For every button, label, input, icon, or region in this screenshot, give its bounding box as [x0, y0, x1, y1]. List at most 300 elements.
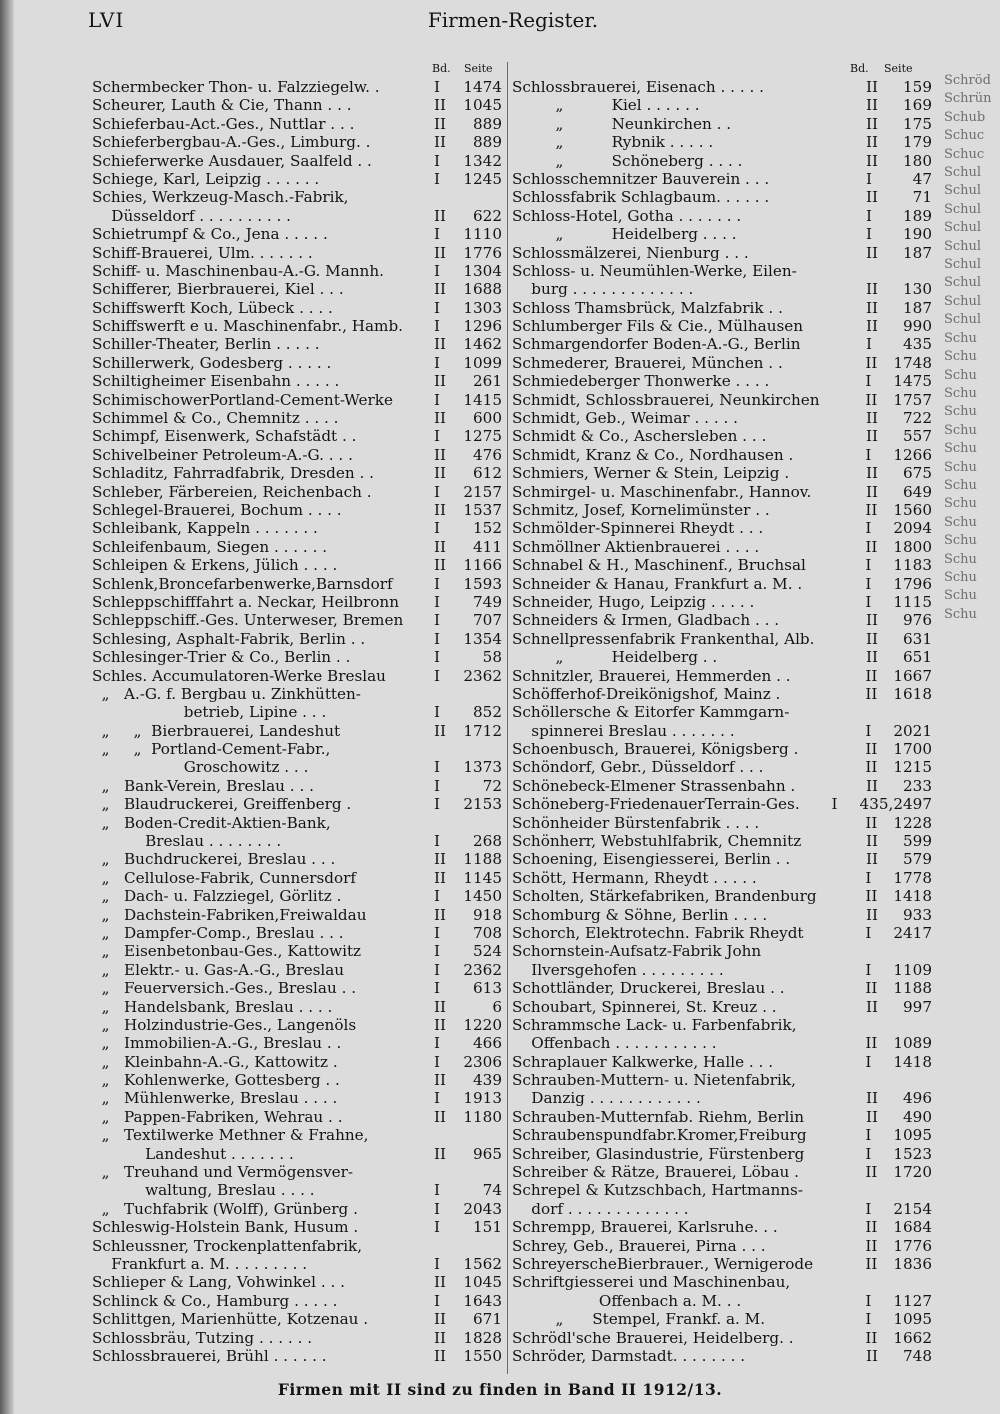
entry-page: 990 [903, 317, 932, 336]
entry-page: 1045 [463, 96, 502, 115]
entry-page: 1099 [463, 353, 502, 372]
index-entry [92, 170, 502, 188]
entry-volume: II [866, 905, 878, 924]
entry-name: „ Heidelberg . . [512, 648, 718, 667]
entry-volume: II [865, 1218, 878, 1237]
index-entry [92, 979, 502, 997]
entry-name: Schneider, Hugo, Leipzig . . . . . [512, 592, 755, 611]
index-entry [92, 906, 502, 924]
entry-volume: II [865, 353, 878, 372]
entry-name: dorf . . . . . . . . . . . . . [512, 1199, 689, 1218]
entry-name: Schreiber, Glasindustrie, Fürstenberg [512, 1144, 805, 1163]
entry-page: 1836 [893, 1255, 932, 1273]
entry-page [894, 703, 932, 721]
entry-volume [432, 740, 462, 758]
index-entry [92, 538, 502, 556]
entry-volume [432, 814, 462, 832]
entry-page: 649 [903, 482, 932, 501]
entry-page: 1800 [893, 537, 932, 556]
entry-volume: II [434, 243, 446, 262]
index-entry [92, 152, 502, 170]
entry-name: Schneider & Hanau, Frankfurt a. M. . [512, 574, 803, 593]
entry-volume: I [865, 574, 872, 593]
entry-volume: II [434, 1273, 446, 1292]
entry-page: 1415 [463, 390, 502, 409]
index-entry [92, 556, 502, 574]
entry-page: 613 [473, 979, 502, 998]
entry-page: 1796 [893, 574, 932, 593]
entry-page: 2362 [463, 666, 502, 685]
entry-name: Schiege, Karl, Leipzig . . . . . . [92, 169, 320, 188]
entry-name: Schieferbergbau-A.-Ges., Limburg. . [92, 133, 371, 152]
entry-volume: I [434, 317, 440, 336]
entry-name: Schrödl'sche Brauerei, Heidelberg. . [512, 1328, 794, 1347]
entry-page [894, 1181, 932, 1199]
entry-name: Scholten, Stärkefabriken, Brandenburg [512, 887, 817, 906]
index-entry [92, 115, 502, 133]
entry-volume: II [865, 758, 878, 777]
entry-name: Schlenk,Broncefarbenwerke,Barnsdorf [92, 574, 393, 593]
index-entry [92, 814, 502, 832]
entry-page: 1228 [893, 813, 932, 832]
entry-name: „ Kohlenwerke, Gottesberg . . [92, 1071, 340, 1090]
entry-page: 1115 [893, 592, 932, 611]
index-entry [512, 409, 932, 427]
entry-volume: II [434, 96, 446, 115]
entry-page: 1188 [893, 979, 932, 998]
entry-name: Schiff- u. Maschinenbau-A.-G. Mannh. [92, 261, 384, 280]
index-entry [92, 391, 502, 409]
index-entry [92, 722, 502, 740]
index-entry [512, 244, 932, 262]
entry-page: 889 [473, 114, 502, 133]
index-entry [512, 942, 932, 960]
entry-page [894, 1071, 932, 1089]
entry-volume: II [866, 298, 878, 317]
entry-name: Schivelbeiner Petroleum-A.-G. . . . [92, 445, 353, 464]
index-entry [512, 630, 932, 648]
entry-volume: I [434, 353, 440, 372]
entry-page: 2417 [893, 923, 932, 942]
entry-page [462, 685, 502, 703]
entry-page: 1304 [463, 261, 502, 280]
index-entry [92, 409, 502, 427]
index-entry [512, 1329, 932, 1347]
entry-volume: I [434, 390, 440, 409]
entry-volume: II [866, 114, 878, 133]
entry-name: Schmölder-Spinnerei Rheydt . . . [512, 519, 764, 538]
right-entry-list [512, 78, 932, 1365]
entry-name: Schönebeck-Elmener Strassenbahn . [512, 776, 796, 795]
index-entry [512, 832, 932, 850]
index-entry [512, 850, 932, 868]
entry-name: Schöllersche & Eitorfer Kammgarn- [512, 703, 790, 722]
entry-page: 74 [482, 1181, 502, 1200]
entry-volume: I [434, 832, 440, 851]
entry-volume: II [865, 887, 878, 906]
entry-volume: II [865, 1236, 878, 1255]
entry-name: Schriftgiesserei und Maschinenbau, [512, 1273, 791, 1292]
entry-volume: I [865, 923, 872, 942]
index-entry [512, 133, 932, 151]
index-entry [92, 207, 502, 225]
entry-page: 707 [473, 611, 502, 630]
entry-name: Schmargendorfer Boden-A.-G., Berlin [512, 335, 801, 354]
entry-name: Schiffswerft Koch, Lübeck . . . . [92, 298, 333, 317]
entry-page: 557 [903, 427, 932, 446]
index-entry [92, 685, 502, 703]
entry-name: Schönheider Bürstenfabrik . . . . [512, 813, 760, 832]
entry-name: Schrepel & Kutzschbach, Hartmanns- [512, 1181, 803, 1200]
entry-volume: II [865, 537, 878, 556]
index-entry [92, 372, 502, 390]
entry-volume: II [865, 666, 878, 685]
index-entry [92, 1108, 502, 1126]
index-entry [512, 1310, 932, 1328]
index-entry [92, 758, 502, 776]
index-entry [92, 1126, 502, 1144]
entry-volume: II [866, 317, 878, 336]
entry-page: 1474 [463, 78, 502, 96]
entry-page: 152 [473, 519, 502, 538]
page-header-label: Seite [464, 62, 493, 75]
entry-volume: I [434, 1034, 440, 1053]
entry-page: 1296 [463, 317, 502, 336]
index-entry [92, 1089, 502, 1107]
index-entry [92, 354, 502, 372]
index-entry [512, 1071, 932, 1089]
entry-page: 151 [473, 1218, 502, 1237]
entry-volume: II [434, 372, 446, 391]
entry-page: 1462 [463, 335, 502, 354]
binding-edge-shadow [0, 0, 14, 1414]
entry-name: Schrammsche Lack- u. Farbenfabrik, [512, 1015, 797, 1034]
index-entry [92, 225, 502, 243]
entry-name: Schnitzler, Brauerei, Hemmerden . . [512, 666, 791, 685]
index-entry [512, 317, 932, 335]
index-entry [92, 133, 502, 151]
entry-name: Schleipen & Erkens, Jülich . . . . [92, 556, 338, 575]
index-entry [92, 869, 502, 887]
index-entry [512, 556, 932, 574]
index-entry [512, 814, 932, 832]
index-entry [92, 188, 502, 206]
entry-page: 268 [473, 832, 502, 851]
entry-volume: I [434, 1218, 440, 1237]
index-entry [92, 483, 502, 501]
entry-name: Schrey, Geb., Brauerei, Pirna . . . [512, 1236, 766, 1255]
entry-page: 671 [473, 1310, 502, 1329]
entry-name: SchreyerscheBierbrauer., Wernigerode [512, 1255, 814, 1273]
entry-volume: I [434, 261, 440, 280]
entry-page: 965 [473, 1144, 502, 1163]
entry-name: Düsseldorf . . . . . . . . . . [92, 206, 292, 225]
index-entry [92, 1237, 502, 1255]
index-entry [512, 501, 932, 519]
entry-volume: II [866, 776, 878, 795]
index-entry [512, 1292, 932, 1310]
entry-name: Schieferwerke Ausdauer, Saalfeld . . [92, 151, 372, 170]
entry-page: 1220 [463, 1015, 502, 1034]
entry-volume: II [865, 1034, 878, 1053]
entry-volume: I [865, 1126, 872, 1145]
entry-name: Schoening, Eisengiesserei, Berlin . . [512, 850, 791, 869]
entry-page: 1562 [463, 1255, 502, 1273]
entry-page: 6 [492, 997, 502, 1016]
entry-name: Schloss- u. Neumühlen-Werke, Eilen- [512, 261, 797, 280]
entry-volume: I [865, 592, 872, 611]
entry-volume: I [865, 721, 872, 740]
index-entry [92, 998, 502, 1016]
entry-volume: II [865, 390, 878, 409]
entry-volume: II [866, 96, 878, 115]
entry-volume: I [866, 225, 872, 244]
entry-name: Schrauben-Mutternfab. Riehm, Berlin [512, 1107, 805, 1126]
index-entry [512, 262, 932, 280]
entry-page: 1303 [463, 298, 502, 317]
index-entry [92, 464, 502, 482]
entry-page: 130 [903, 280, 932, 299]
entry-name: Schmirgel- u. Maschinenfabr., Hannov. [512, 482, 812, 501]
entry-volume: II [866, 188, 878, 207]
index-entry [92, 1273, 502, 1291]
entry-name: Schlossfabrik Schlagbaum. . . . . . [512, 188, 770, 207]
entry-volume: I [434, 629, 440, 648]
entry-volume: II [866, 280, 878, 299]
entry-name: Schmiers, Werner & Stein, Leipzig . [512, 464, 790, 483]
index-entry [92, 1200, 502, 1218]
entry-page: 1667 [893, 666, 932, 685]
entry-page [462, 1237, 502, 1255]
entry-name: Schreiber & Rätze, Brauerei, Löbau . [512, 1163, 799, 1182]
entry-name: Schleber, Färbereien, Reichenbach . [92, 482, 372, 501]
entry-volume: I [865, 1144, 872, 1163]
entry-name: SchimischowerPortland-Cement-Werke [92, 390, 393, 409]
entry-name: „ Blaudruckerei, Greiffenberg . [92, 795, 352, 814]
entry-page: 466 [473, 1034, 502, 1053]
entry-page: 47 [912, 169, 932, 188]
right-column-header [512, 60, 932, 78]
entry-page: 1776 [463, 243, 502, 262]
entry-volume: I [434, 78, 440, 96]
index-entry [92, 78, 502, 96]
entry-volume: II [866, 133, 878, 152]
entry-page: 496 [903, 1089, 932, 1108]
entry-volume: II [866, 427, 878, 446]
entry-name: Schottländer, Druckerei, Breslau . . [512, 979, 785, 998]
entry-name: Schrempp, Brauerei, Karlsruhe. . . [512, 1218, 778, 1237]
entry-volume: I [434, 519, 440, 538]
index-entry [92, 961, 502, 979]
column-divider [507, 62, 508, 1374]
index-entry [92, 1347, 502, 1365]
entry-page: 631 [903, 629, 932, 648]
entry-name: Breslau . . . . . . . . [92, 832, 282, 851]
entry-volume: I [434, 648, 440, 667]
entry-name: „ Kleinbahn-A.-G., Kattowitz . [92, 1052, 338, 1071]
entry-volume: II [434, 537, 446, 556]
entry-page: 58 [482, 648, 502, 667]
entry-page: 175 [903, 114, 932, 133]
entry-page: 439 [473, 1071, 502, 1090]
index-entry [92, 630, 502, 648]
entry-name: „ Immobilien-A.-G., Breslau . . [92, 1034, 342, 1053]
entry-volume: II [434, 997, 446, 1016]
entry-volume: I [831, 795, 838, 814]
index-entry [512, 372, 932, 390]
index-entry [92, 740, 502, 758]
entry-page: 1537 [463, 500, 502, 519]
entry-name: „ Kiel . . . . . . [512, 96, 700, 115]
entry-page: 889 [473, 133, 502, 152]
entry-name: Schlosschemnitzer Bauverein . . . [512, 169, 770, 188]
index-entry [512, 1126, 932, 1144]
index-entry [512, 869, 932, 887]
entry-name: „ Schöneberg . . . . [512, 151, 743, 170]
page-header [88, 8, 938, 34]
entry-name: „ Tuchfabrik (Wolff), Grünberg . [92, 1199, 358, 1218]
index-entry [512, 483, 932, 501]
index-entry [512, 1163, 932, 1181]
entry-volume: II [434, 206, 446, 225]
index-entry [512, 1053, 932, 1071]
entry-name: „ Stempel, Frankf. a. M. [512, 1310, 766, 1329]
entry-name: Offenbach . . . . . . . . . . . [512, 1034, 717, 1053]
index-entry [92, 335, 502, 353]
entry-volume [432, 188, 462, 206]
entry-volume: II [866, 850, 878, 869]
index-entry [92, 593, 502, 611]
entry-name: Schiffswerft e u. Maschinenfabr., Hamb. [92, 317, 404, 336]
entry-page: 708 [473, 923, 502, 942]
index-entry [512, 998, 932, 1016]
entry-volume: I [866, 206, 872, 225]
index-entry [512, 96, 932, 114]
index-entry [512, 354, 932, 372]
entry-volume: II [434, 721, 446, 740]
entry-volume [864, 1016, 894, 1034]
entry-volume: II [866, 629, 878, 648]
entry-page: 1643 [463, 1291, 502, 1310]
index-entry [512, 519, 932, 537]
index-entry [512, 1347, 932, 1365]
entry-page: 71 [912, 188, 932, 207]
index-entry [512, 538, 932, 556]
entry-page: 1110 [463, 225, 502, 244]
entry-volume: I [434, 1052, 440, 1071]
entry-volume: II [434, 868, 446, 887]
entry-volume: II [866, 78, 878, 96]
entry-volume: II [865, 740, 878, 759]
entry-page: 411 [473, 537, 502, 556]
entry-volume: II [434, 850, 446, 869]
entry-page: 651 [903, 648, 932, 667]
index-entry [512, 170, 932, 188]
index-entry [92, 1053, 502, 1071]
entry-volume: I [865, 1310, 872, 1329]
entry-page: 72 [482, 776, 502, 795]
entry-page: 1127 [893, 1291, 932, 1310]
entry-name: Schladitz, Fahrradfabrik, Dresden . . [92, 464, 374, 483]
entry-page: 1450 [463, 887, 502, 906]
entry-name: „ Dampfer-Comp., Breslau . . . [92, 923, 344, 942]
entry-page: 2153 [463, 795, 502, 814]
index-entry [512, 1034, 932, 1052]
entry-volume: I [434, 703, 440, 722]
entry-volume: II [434, 905, 446, 924]
entry-volume: II [434, 556, 446, 575]
entry-volume [432, 1163, 462, 1181]
entry-page: 2043 [463, 1199, 502, 1218]
entry-page: 1475 [893, 372, 932, 391]
index-entry [92, 1329, 502, 1347]
entry-volume: I [866, 169, 872, 188]
index-entry [512, 1108, 932, 1126]
index-entry [512, 648, 932, 666]
entry-name: Schieferbau-Act.-Ges., Nuttlar . . . [92, 114, 355, 133]
index-entry [92, 1292, 502, 1310]
entry-name: Schmidt, Schlossbrauerei, Neunkirchen [512, 390, 820, 409]
entry-page: 1418 [893, 887, 932, 906]
entry-page: 1913 [463, 1089, 502, 1108]
entry-page: 1245 [463, 169, 502, 188]
entry-volume: I [434, 169, 440, 188]
entry-page: 675 [903, 464, 932, 483]
entry-volume: I [434, 979, 440, 998]
index-entry [512, 979, 932, 997]
entry-name: Schröder, Darmstadt. . . . . . . . [512, 1346, 746, 1365]
entry-volume: I [434, 611, 440, 630]
entry-name: „ Textilwerke Methner & Frahne, [92, 1126, 369, 1145]
entry-page: 490 [903, 1107, 932, 1126]
entry-name: Schies, Werkzeug-Masch.-Fabrik, [92, 188, 349, 207]
entry-volume: I [866, 335, 872, 354]
entry-page: 2021 [893, 721, 932, 740]
entry-page: 1712 [463, 721, 502, 740]
entry-volume: II [866, 464, 878, 483]
entry-page: 187 [903, 298, 932, 317]
entry-volume: II [434, 1071, 446, 1090]
entry-page: 2306 [463, 1052, 502, 1071]
index-entry [92, 446, 502, 464]
entry-page [894, 1016, 932, 1034]
entry-volume: II [866, 482, 878, 501]
entry-page [894, 942, 932, 960]
entry-name: „ Bank-Verein, Breslau . . . [92, 776, 314, 795]
entry-name: „ Heidelberg . . . . [512, 225, 737, 244]
entry-volume: II [866, 409, 878, 428]
entry-page: 1618 [893, 684, 932, 703]
index-entry [92, 942, 502, 960]
index-entry [512, 887, 932, 905]
entry-name: Groschowitz . . . [92, 758, 309, 777]
entry-volume: II [434, 1107, 446, 1126]
index-entry [512, 1218, 932, 1236]
entry-volume: II [865, 979, 878, 998]
entry-page [462, 1163, 502, 1181]
entry-volume: II [865, 1255, 878, 1273]
index-entry [512, 924, 932, 942]
entry-page: 187 [903, 243, 932, 262]
entry-name: Schnabel & H., Maschinenf., Bruchsal [512, 556, 806, 575]
index-entry [92, 924, 502, 942]
index-entry [512, 225, 932, 243]
entry-page: 1342 [463, 151, 502, 170]
entry-page: 1688 [463, 280, 502, 299]
entry-page: 918 [473, 905, 502, 924]
entry-page: 600 [473, 409, 502, 428]
index-entry [512, 703, 932, 721]
